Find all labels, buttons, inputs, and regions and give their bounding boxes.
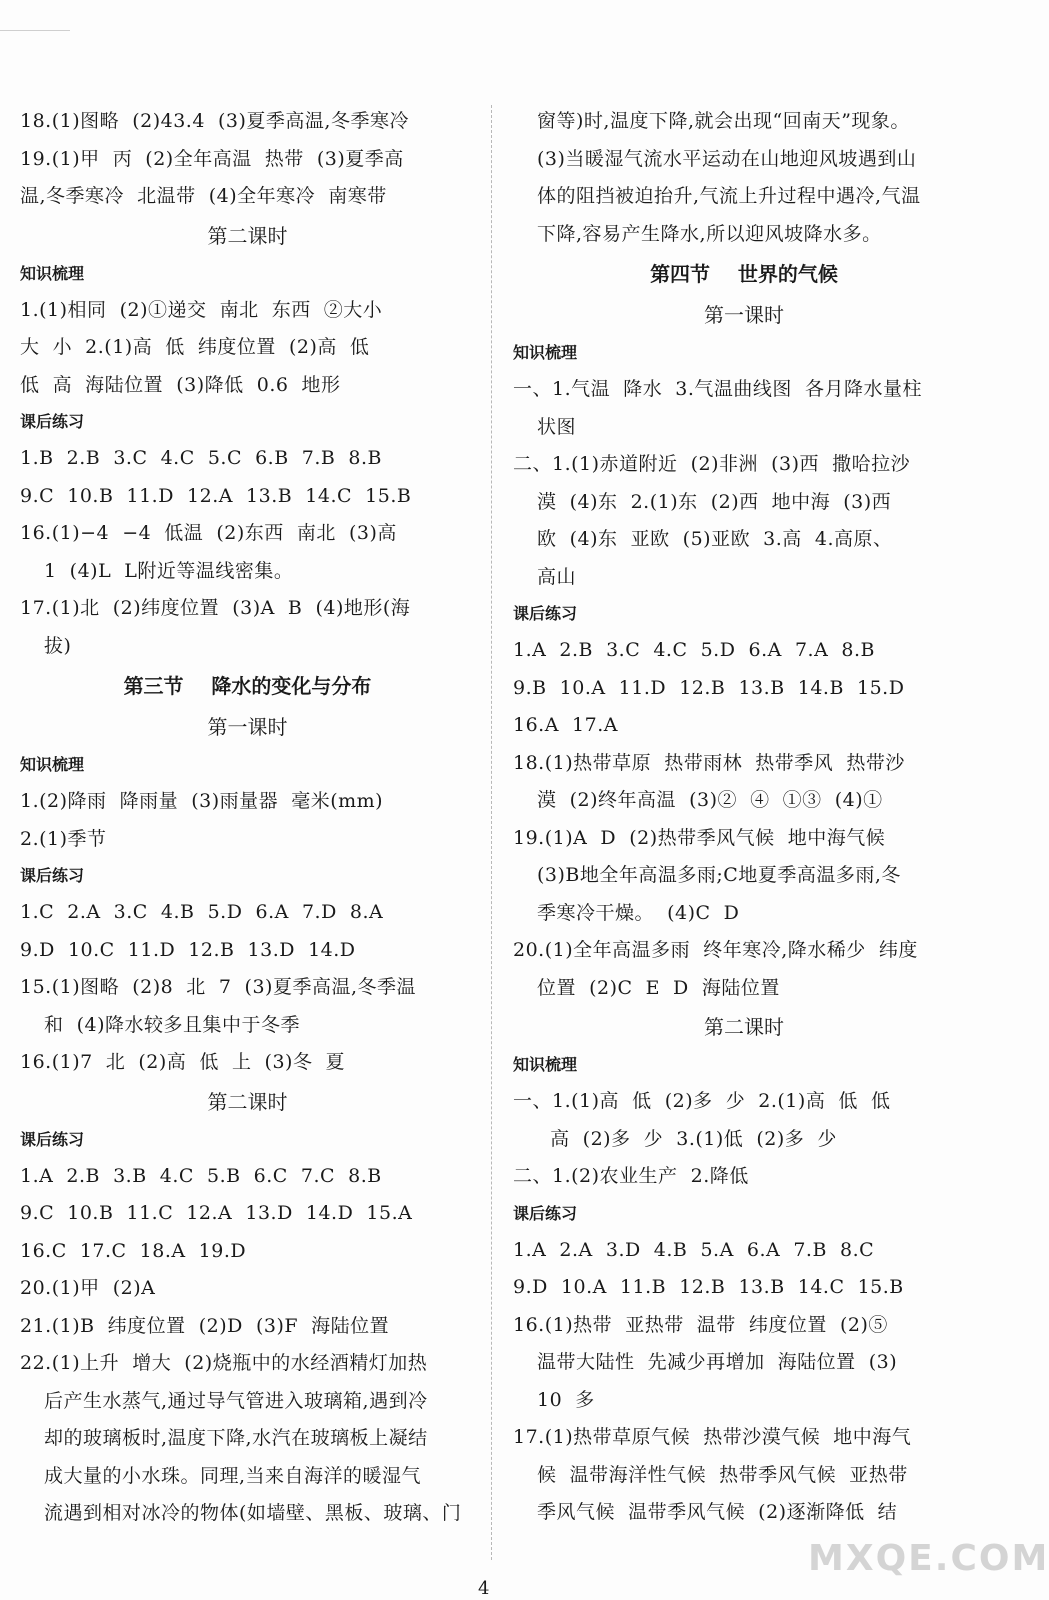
answer-line: 低 高 海陆位置 (3)降低 0.6 地形 bbox=[20, 373, 341, 396]
answer-line: 1.A 2.B 3.C 4.C 5.D 6.A 7.A 8.B bbox=[513, 639, 875, 661]
left-column bbox=[20, 103, 475, 1533]
answer-line: 温,冬季寒冷 北温带 (4)全年寒冷 南寒带 bbox=[20, 185, 387, 207]
answer-line: 9.B 10.A 11.D 12.B 13.B 14.B 15.D bbox=[513, 676, 905, 699]
answer-line-continued: (3)当暖湿气流水平运动在山地迎风坡遇到山 bbox=[537, 147, 917, 170]
answer-line-continued: 拔) bbox=[44, 634, 72, 657]
answer-line: 15.(1)图略 (2)8 北 7 (3)夏季高温,冬季温 bbox=[20, 976, 416, 998]
answer-line: 1.B 2.B 3.C 4.C 5.C 6.B 7.B 8.B bbox=[20, 447, 383, 469]
answer-line: 1.(1)相同 (2)①递交 南北 东西 ②大小 bbox=[20, 298, 383, 321]
answer-line: 16.(1)−4 −4 低温 (2)东西 南北 (3)高 bbox=[20, 522, 397, 544]
answer-line: 2.(1)季节 bbox=[20, 827, 107, 850]
answer-line-continued: 位置 (2)C E D 海陆位置 bbox=[537, 976, 780, 999]
lesson-heading: 第二课时 bbox=[207, 223, 288, 248]
answer-line-continued: 1 (4)L L附近等温线密集。 bbox=[44, 559, 294, 582]
subsection-heading: 课后练习 bbox=[20, 866, 85, 885]
answer-line: 21.(1)B 纬度位置 (2)D (3)F 海陆位置 bbox=[20, 1314, 390, 1337]
answer-line: 二、1.(2)农业生产 2.降低 bbox=[513, 1165, 749, 1187]
subsection-heading: 课后练习 bbox=[513, 1203, 578, 1223]
answer-line: 17.(1)热带草原气候 热带沙漠气候 地中海气 bbox=[513, 1426, 912, 1448]
answer-line: 19.(1)A D (2)热带季风气候 地中海气候 bbox=[513, 826, 886, 849]
answer-line: 二、1.(1)赤道附近 (2)非洲 (3)西 撒哈拉沙 bbox=[513, 453, 911, 475]
lesson-heading: 第二课时 bbox=[704, 1015, 784, 1039]
answer-line: 一、1.气温 降水 3.气温曲线图 各月降水量柱 bbox=[513, 378, 922, 400]
lesson-heading: 第二课时 bbox=[207, 1089, 288, 1114]
answer-line-continued: 温带大陆性 先减少再增加 海陆位置 (3) bbox=[537, 1351, 898, 1373]
answer-line: 16.C 17.C 18.A 19.D bbox=[20, 1239, 247, 1262]
answer-line-continued: 漠 (2)终年高温 (3)② ④ ①③ (4)① bbox=[537, 789, 883, 811]
answer-line-continued: 后产生水蒸气,通过导气管进入玻璃箱,遇到冷 bbox=[44, 1389, 428, 1412]
answer-line: 20.(1)甲 (2)A bbox=[20, 1277, 156, 1299]
section-heading: 第四节 世界的气候 bbox=[650, 262, 838, 286]
answer-line: 20.(1)全年高温多雨 终年寒冷,降水稀少 纬度 bbox=[513, 939, 918, 961]
right-column bbox=[513, 103, 975, 1532]
answer-line: 16.(1)热带 亚热带 温带 纬度位置 (2)⑤ bbox=[513, 1313, 888, 1336]
answer-line-continued: (3)B地全年高温多雨;C地夏季高温多雨,冬 bbox=[537, 864, 901, 886]
answer-line-continued: 季风气候 温带季风气候 (2)逐渐降低 结 bbox=[537, 1501, 898, 1523]
subsection-heading: 课后练习 bbox=[20, 412, 85, 431]
answer-line: 17.(1)北 (2)纬度位置 (3)A B (4)地形(海 bbox=[20, 597, 411, 619]
answer-line: 18.(1)热带草原 热带雨林 热带季风 热带沙 bbox=[513, 751, 905, 774]
answer-line: 大 小 2.(1)高 低 纬度位置 (2)高 低 bbox=[20, 336, 370, 358]
answer-line-continued: 漠 (4)东 2.(1)东 (2)西 地中海 (3)西 bbox=[537, 490, 892, 513]
answer-line: 9.C 10.B 11.D 12.A 13.B 14.C 15.B bbox=[20, 484, 412, 507]
answer-line: 16.A 17.A bbox=[513, 714, 618, 736]
top-rule bbox=[0, 30, 70, 31]
watermark-logo: MXQE.COM bbox=[808, 1538, 1049, 1579]
answer-line: 1.A 2.A 3.D 4.B 5.A 6.A 7.B 8.C bbox=[513, 1238, 875, 1261]
answer-line-continued: 窗等)时,温度下降,就会出现“回南天”现象。 bbox=[537, 110, 910, 132]
subsection-heading: 知识梳理 bbox=[20, 755, 85, 774]
subsection-heading: 课后练习 bbox=[20, 1129, 85, 1149]
answer-line-continued: 流遇到相对冰冷的物体(如墙壁、黑板、玻璃、门 bbox=[44, 1502, 462, 1524]
answer-line-continued: 却的玻璃板时,温度下降,水汽在玻璃板上凝结 bbox=[44, 1427, 428, 1449]
answer-line: 22.(1)上升 增大 (2)烧瓶中的水经酒精灯加热 bbox=[20, 1352, 428, 1374]
answer-line: 1.A 2.B 3.B 4.C 5.B 6.C 7.C 8.B bbox=[20, 1164, 382, 1187]
column-divider bbox=[491, 105, 492, 1560]
lesson-heading: 第一课时 bbox=[704, 303, 784, 327]
answer-line-continued: 候 温带海洋性气候 热带季风气候 亚热带 bbox=[537, 1463, 908, 1486]
answer-line-continued: 欧 (4)东 亚欧 (5)亚欧 3.高 4.高原、 bbox=[537, 528, 893, 550]
section-heading: 第三节 降水的变化与分布 bbox=[123, 674, 372, 698]
answer-line: 18.(1)图略 (2)43.4 (3)夏季高温,冬季寒冷 bbox=[20, 110, 409, 132]
answer-line: 9.D 10.A 11.B 12.B 13.B 14.C 15.B bbox=[513, 1276, 904, 1298]
answer-line: 一、1.(1)高 低 (2)多 少 2.(1)高 低 低 bbox=[513, 1090, 891, 1112]
answer-line-continued: 高山 bbox=[537, 565, 577, 588]
page-number: 4 bbox=[478, 1578, 490, 1599]
answer-line: 1.C 2.A 3.C 4.B 5.D 6.A 7.D 8.A bbox=[20, 901, 384, 923]
answer-line-continued: 10 多 bbox=[537, 1388, 595, 1411]
subsection-heading: 知识梳理 bbox=[513, 1055, 578, 1074]
answer-line: 19.(1)甲 丙 (2)全年高温 热带 (3)夏季高 bbox=[20, 147, 404, 170]
subsection-heading: 课后练习 bbox=[513, 604, 578, 623]
lesson-heading: 第一课时 bbox=[207, 715, 288, 739]
answer-line-continued: 下降,容易产生降水,所以迎风坡降水多。 bbox=[537, 222, 882, 245]
answer-line-continued: 体的阻挡被迫抬升,气流上升过程中遇冷,气温 bbox=[537, 185, 921, 207]
answer-line-continued: 成大量的小水珠。同理,当来自海洋的暖湿气 bbox=[44, 1464, 422, 1487]
answer-line-continued: 季寒冷干燥。 (4)C D bbox=[537, 901, 740, 924]
answer-line-continued: 状图 bbox=[537, 415, 577, 438]
answer-line-continued: 高 (2)多 少 3.(1)低 (2)多 少 bbox=[537, 1127, 837, 1150]
answer-line-continued: 和 (4)降水较多且集中于冬季 bbox=[44, 1013, 300, 1036]
answer-line: 9.C 10.B 11.C 12.A 13.D 14.D 15.A bbox=[20, 1202, 413, 1224]
subsection-heading: 知识梳理 bbox=[513, 343, 578, 362]
subsection-heading: 知识梳理 bbox=[20, 263, 85, 283]
answer-line: 1.(2)降雨 降雨量 (3)雨量器 毫米(mm) bbox=[20, 790, 384, 812]
answer-line: 16.(1)7 北 (2)高 低 上 (3)冬 夏 bbox=[20, 1051, 346, 1073]
answer-line: 9.D 10.C 11.D 12.B 13.D 14.D bbox=[20, 938, 356, 961]
